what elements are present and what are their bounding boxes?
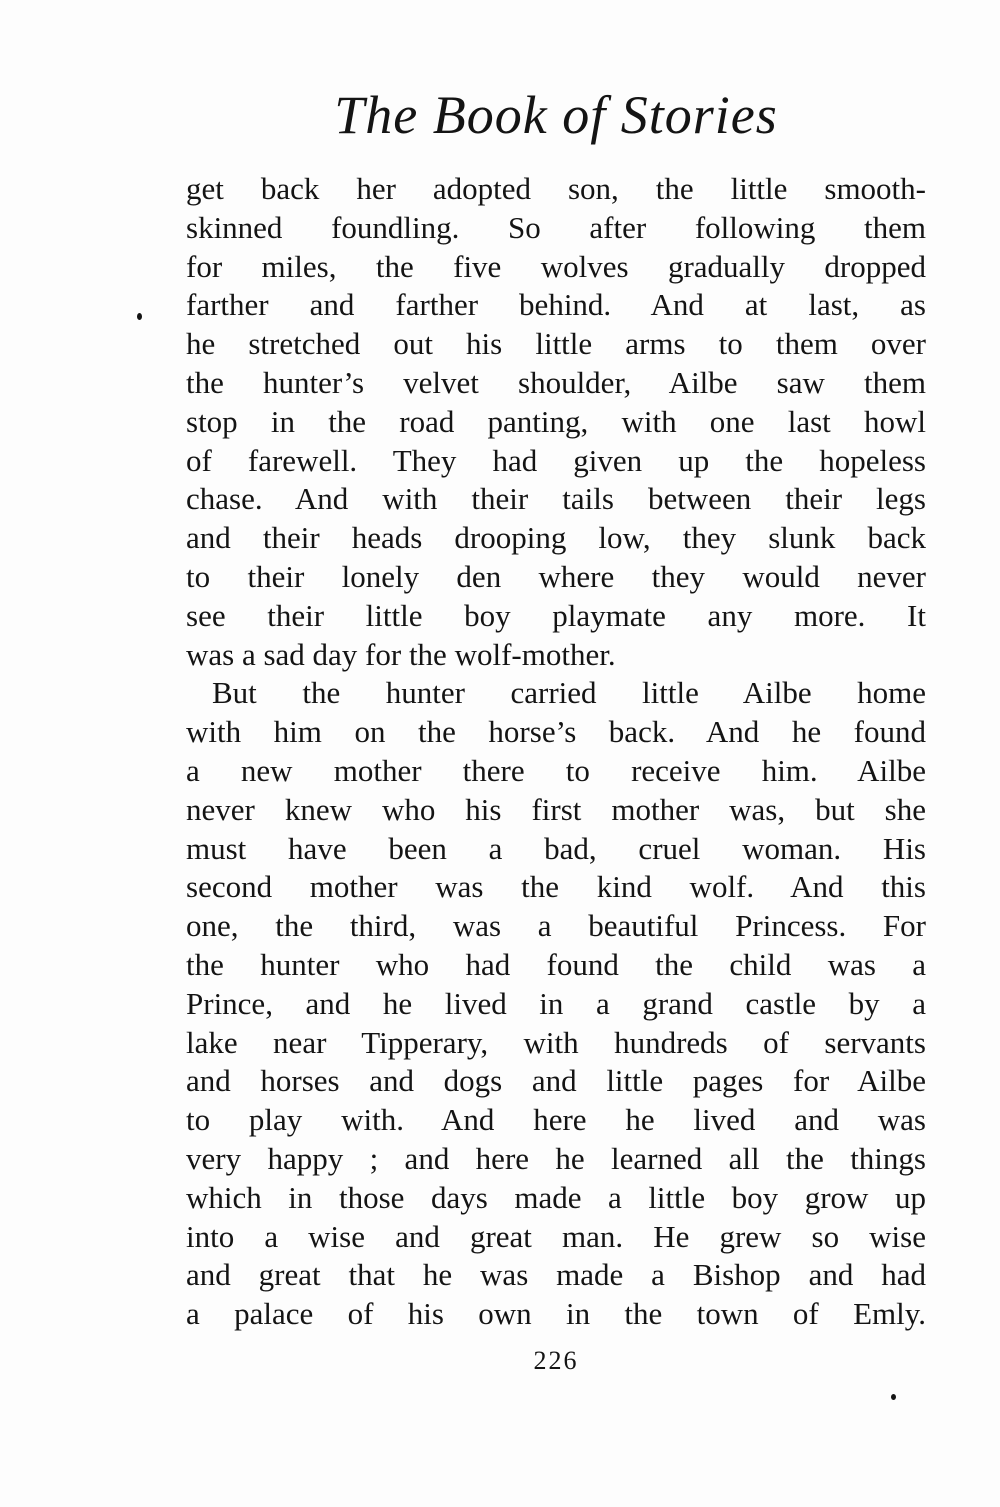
text-line: he stretched out his little arms to them over [186, 326, 926, 362]
text-line: skinned foundling. So after following them [186, 209, 926, 245]
text-line: to their lonely den where they would never [186, 558, 926, 594]
text-line: of farewell. They had given up the hopeless [186, 442, 926, 478]
text-line: the hunter’s velvet shoulder, Ailbe saw them [186, 364, 926, 400]
text-line: get back her adopted son, the little smooth- [186, 171, 926, 206]
text-line: very happy ; and here he learned all the things [186, 1140, 926, 1176]
text-line: second mother was the kind wolf. And this [186, 869, 926, 905]
text-line: see their little boy playmate any more. It [186, 597, 926, 633]
page-number: 226 [533, 1346, 579, 1375]
scan-speck [891, 1394, 896, 1400]
text-line: stop in the road panting, with one last howl [186, 403, 926, 439]
text-line: and their heads drooping low, they slunk back [186, 520, 926, 556]
text-line: and horses and dogs and little pages for Ailbe [186, 1063, 926, 1099]
text-line: a new mother there to receive him. Ailbe [186, 752, 926, 788]
running-header-title: The Book of Stories [334, 85, 778, 145]
text-line: lake near Tipperary, with hundreds of servants [186, 1024, 926, 1060]
text-line: never knew who his first mother was, but she [186, 791, 926, 827]
body-text [186, 170, 926, 1334]
text-line: with him on the horse’s back. And he found [186, 714, 926, 750]
text-line: the hunter who had found the child was a [186, 946, 926, 982]
text-line: to play with. And here he lived and was [186, 1102, 926, 1138]
text-line: one, the third, was a beautiful Princess. For [186, 908, 926, 944]
text-line: which in those days made a little boy grow up [186, 1179, 926, 1215]
text-line: But the hunter carried little Ailbe home [212, 675, 926, 711]
scan-speck [137, 313, 142, 320]
text-line: a palace of his own in the town of Emly. [186, 1296, 926, 1332]
text-line: for miles, the five wolves gradually dropped [186, 248, 926, 284]
text-line: and great that he was made a Bishop and had [186, 1257, 926, 1293]
text-line: Prince, and he lived in a grand castle by a [186, 985, 926, 1021]
text-line: chase. And with their tails between their legs [186, 481, 926, 517]
text-line: must have been a bad, cruel woman. His [186, 830, 926, 866]
text-line: into a wise and great man. He grew so wise [186, 1218, 926, 1254]
text-line: was a sad day for the wolf-mother. [186, 636, 616, 672]
text-line: farther and farther behind. And at last, as [186, 287, 926, 323]
